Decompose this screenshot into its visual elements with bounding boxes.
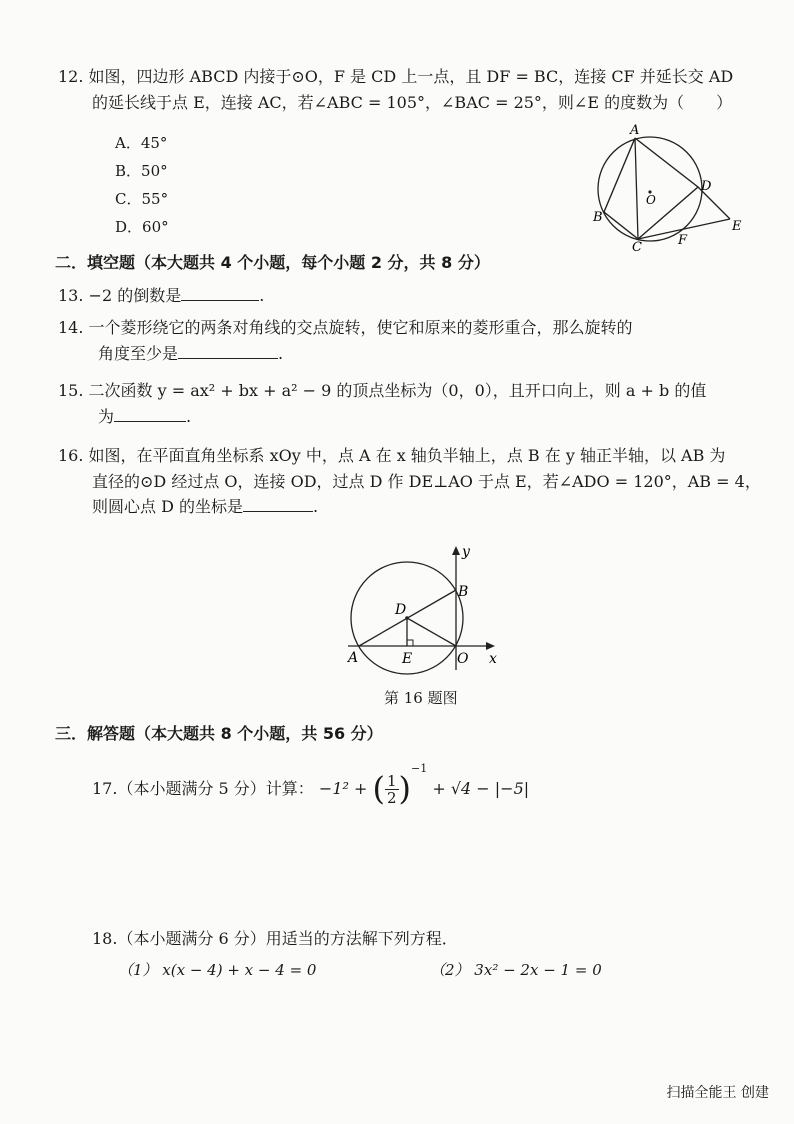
q14-line1: 14. 一个菱形绕它的两条对角线的交点旋转，使它和原来的菱形重合，那么旋转的	[58, 318, 633, 337]
q12-option-d: D．60°	[115, 218, 169, 236]
q16-x-arrow	[486, 642, 495, 650]
q16-right-angle-mark	[407, 640, 413, 646]
q16-line1: 16. 如图，在平面直角坐标系 xOy 中，点 A 在 x 轴负半轴上，点 B 在 y 轴正半轴，以 AB 为	[58, 446, 726, 465]
q14-line2: 角度至少是	[98, 343, 179, 363]
q14-end: .	[278, 343, 284, 363]
q16-label-b: B	[458, 584, 469, 600]
q12-option-c: C．55°	[115, 190, 169, 208]
q17-fraction: $\frac{1}{2}$	[386, 771, 397, 807]
q18-part1: （1） x(x − 4) + x − 4 = 0	[118, 961, 317, 979]
q16-answer-blank[interactable]	[243, 495, 313, 512]
q17-expr-b: + √4 − |−5|	[432, 779, 530, 798]
q12-figure	[590, 122, 750, 252]
section-3-heading: 三．解答题（本大题共 8 个小题，共 56 分）	[55, 724, 383, 743]
q15-line1: 15. 二次函数 y = ax² + bx + a² − 9 的顶点坐标为（0，0），且开口向上，则 a + b 的值	[58, 381, 707, 400]
q16-label-d: D	[395, 602, 407, 618]
section-2-heading: 二．填空题（本大题共 4 个小题，每个小题 2 分，共 8 分）	[55, 253, 490, 272]
q16-label-o: O	[457, 651, 469, 667]
q16-line3: 则圆心点 D 的坐标是	[92, 497, 244, 517]
q18-part2: （2） 3x² − 2x − 1 = 0	[430, 961, 602, 979]
question-12	[58, 64, 768, 115]
q17-prefix: 17.（本小题满分 5 分）计算：	[92, 779, 314, 798]
question-14	[58, 315, 768, 366]
question-17: 17.（本小题满分 5 分）计算： −1² + ( $\frac{1}{2}$ )$^{-1}$ + √4 − |−5|	[92, 762, 530, 808]
q16-segment-od	[407, 618, 456, 646]
q15-answer-blank[interactable]	[114, 405, 186, 422]
question-16	[58, 443, 768, 520]
question-13	[58, 283, 768, 309]
q12-option-a: A．45°	[115, 134, 168, 152]
q14-answer-blank[interactable]	[178, 342, 278, 359]
q13-end: .	[259, 286, 265, 305]
q13-text: 13. −2 的倒数是	[58, 286, 182, 305]
q16-caption: 第 16 题图	[384, 689, 458, 707]
q16-y-arrow	[452, 546, 460, 555]
q13-answer-blank[interactable]	[181, 284, 259, 301]
q15-end: .	[186, 406, 192, 426]
q16-end: .	[313, 497, 319, 517]
q17-exponent: −1	[411, 762, 428, 775]
q12-label-o: O	[646, 193, 656, 207]
q12-label-c: C	[632, 240, 642, 252]
q12-label-a: A	[630, 123, 640, 138]
q12-segment-ac	[635, 138, 638, 239]
q12-label-f: F	[678, 233, 688, 248]
q16-line2: 直径的⊙D 经过点 O，连接 OD，过点 D 作 DE⊥AO 于点 E，若∠ADO = 120°，AB = 4，	[92, 471, 761, 491]
q12-line1: 12. 如图，四边形 ABCD 内接于⊙O，F 是 CD 上一点，且 DF = BC，连接 CF 并延长交 AD	[58, 67, 734, 86]
scanner-watermark: 扫描全能王 创建	[666, 1085, 769, 1101]
q12-quadrilateral	[604, 138, 698, 239]
question-18: 18.（本小题满分 6 分）用适当的方法解下列方程．	[92, 929, 458, 948]
q16-figure	[340, 540, 510, 675]
q16-label-a: A	[348, 650, 359, 666]
q12-label-b: B	[593, 210, 603, 225]
q15-line2: 为	[98, 406, 115, 426]
q16-label-y: y	[462, 544, 470, 560]
q12-option-b: B．50°	[115, 162, 168, 180]
q12-label-d: D	[701, 179, 712, 194]
q12-label-e: E	[732, 219, 742, 234]
question-15	[58, 378, 768, 429]
q16-label-x: x	[489, 651, 497, 667]
q16-label-e: E	[402, 651, 413, 667]
q17-expr-a: −1² +	[318, 779, 368, 798]
q12-line2: 的延长线于点 E，连接 AC，若∠ABC = 105°，∠BAC = 25°，则∠E 的度数为（ ）	[92, 92, 733, 112]
